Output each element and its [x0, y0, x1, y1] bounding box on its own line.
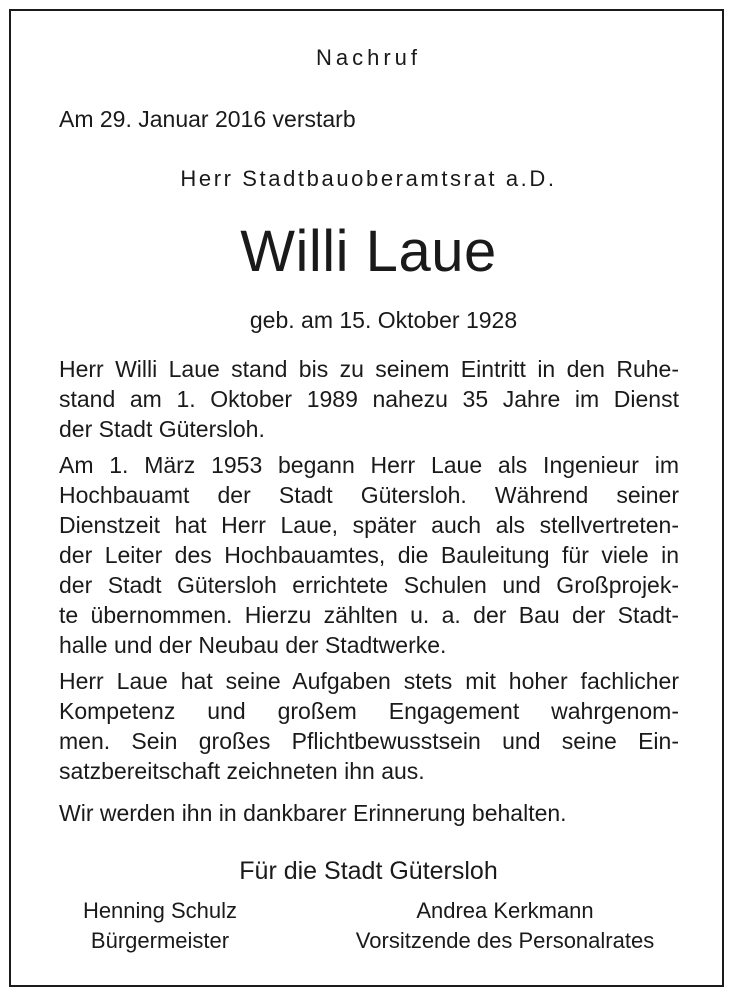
closing-sentence: Wir werden ihn in dankbarer Erinnerung behalten.	[59, 800, 567, 826]
signatory-role: Vorsitzende des Personalrates	[355, 928, 655, 953]
text-line: Kompetenz und großem Engagement wahrgenom-	[59, 698, 679, 724]
notice-heading: Nachruf	[315, 45, 422, 70]
text-line: halle und der Neubau der Stadtwerke.	[59, 632, 447, 658]
death-date-line: Am 29. Januar 2016 verstarb	[59, 106, 356, 132]
text-line: stand am 1. Oktober 1989 nahezu 35 Jahre im Dienst	[59, 386, 679, 412]
text-line: men. Sein großes Pflichtbewusstsein und seine Ein-	[59, 728, 679, 754]
signatory-staff-council	[300, 896, 710, 956]
paragraph-tribute	[59, 666, 679, 786]
deceased-name: Willi Laue	[240, 219, 497, 284]
text-line: Am 1. März 1953 begann Herr Laue als Ingenieur im	[59, 452, 679, 478]
signing-organization: Für die Stadt Gütersloh	[239, 857, 498, 885]
signatory-role: Bürgermeister	[90, 928, 230, 953]
signatory-mayor	[40, 896, 280, 956]
deceased-title: Herr Stadtbauoberamtsrat a.D.	[180, 166, 557, 191]
signatory-name: Andrea Kerkmann	[416, 898, 594, 923]
paragraph-career-summary	[59, 354, 679, 444]
text-line: Hochbauamt der Stadt Gütersloh. Während seiner	[59, 482, 679, 508]
text-line: satzbereitschaft zeichneten ihn aus.	[59, 758, 425, 784]
text-line: der Leiter des Hochbauamtes, die Bauleitung für viele in	[59, 542, 679, 568]
birth-date-line: geb. am 15. Oktober 1928	[249, 307, 518, 333]
text-line: Herr Laue hat seine Aufgaben stets mit hoher fachlicher	[59, 668, 679, 694]
text-line: Dienstzeit hat Herr Laue, später auch als stellvertreten-	[59, 512, 679, 538]
text-line: Herr Willi Laue stand bis zu seinem Eintritt in den Ruhe-	[59, 356, 679, 382]
text-line: der Stadt Gütersloh errichtete Schulen und Großprojek-	[59, 572, 679, 598]
obituary-body	[59, 354, 679, 792]
paragraph-career-details	[59, 450, 679, 660]
text-line: der Stadt Gütersloh.	[59, 416, 265, 442]
signatory-name: Henning Schulz	[82, 898, 238, 923]
text-line: te übernommen. Hierzu zählten u. a. der Bau der Stadt-	[59, 602, 679, 628]
